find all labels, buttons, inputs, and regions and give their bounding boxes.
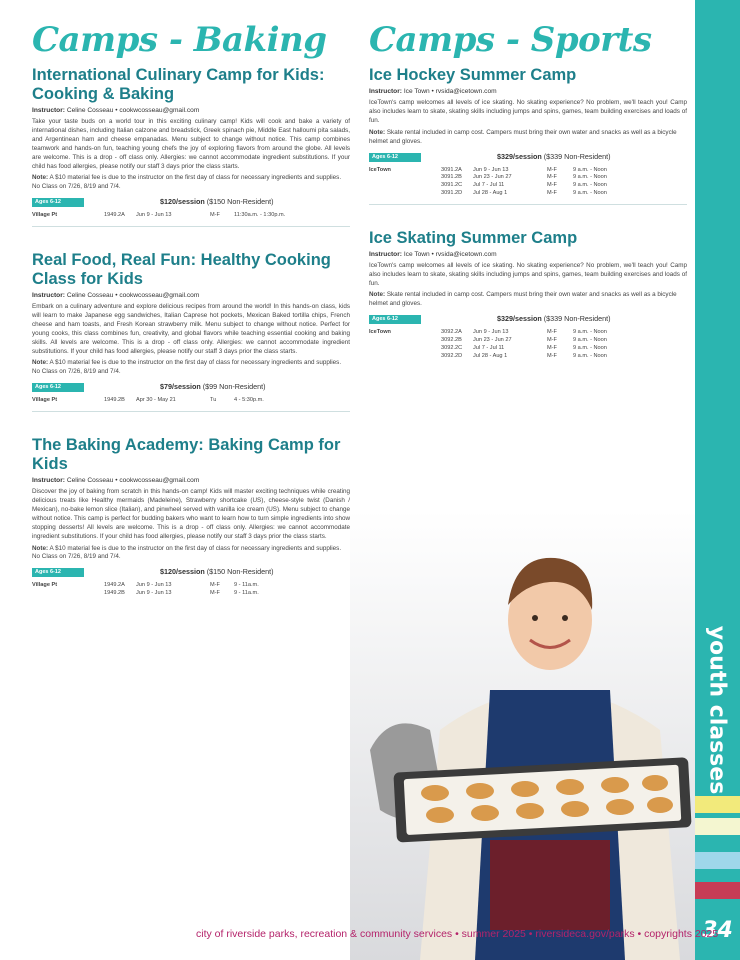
schedule-days: M-F xyxy=(547,352,557,359)
instructor-label: Instructor: xyxy=(32,107,65,114)
schedule-location: Village Pt xyxy=(32,582,58,589)
schedule-days: M-F xyxy=(210,212,220,219)
instructor-label: Instructor: xyxy=(369,250,402,258)
schedule-code: 3092.2A xyxy=(441,329,462,336)
schedule-code: 3091.2D xyxy=(441,189,463,196)
sidebar xyxy=(695,0,740,960)
schedule-location: Village Pt xyxy=(32,212,58,219)
price-resident: $79/session xyxy=(160,382,201,392)
sidebar-stripe xyxy=(695,882,740,899)
price xyxy=(497,314,611,323)
schedule-code: 1949.2B xyxy=(104,397,125,404)
sports-column xyxy=(369,20,687,360)
instructor-line xyxy=(32,292,350,299)
camp-ice-hockey xyxy=(369,66,687,205)
price xyxy=(160,382,266,391)
schedule xyxy=(32,582,350,598)
schedule-row xyxy=(369,337,687,345)
schedule-code: 1949.2A xyxy=(104,212,125,219)
price-nonresident: ($150 Non-Resident) xyxy=(206,567,274,577)
instructor-value: Ice Town • rvsida@icetown.com xyxy=(403,88,497,95)
camp-description: Discover the joy of baking from scratch in this hands-on camp! Kids will master exciting techniques while creating delicious treats like Healthy mermaids (Madeleine), Strawberry shortcake (US), cheese-style twist (Danish / Mexican), no-bake lemon slice (Italian), and pinwheel served with vanilla ice cream (US). Menu subject to change without notice. This camp is perfect for budding bakers who want to learn how to turn simple ingredients into show stopping desserts! All levels are welcome. This is a drop - off class only. Allergies: we cannot accommodate ingredient substitutions. If your child has food allergies, please notify our staff 3 days prior the class starts. xyxy=(32,488,350,540)
schedule-row xyxy=(369,345,687,353)
schedule-dates: Jun 9 - Jun 13 xyxy=(473,329,509,336)
schedule-code: 1949.2B xyxy=(104,590,125,597)
instructor-value: Ice Town • rvsida@icetown.com xyxy=(403,250,497,258)
schedule-time: 9 a.m. - Noon xyxy=(573,337,607,344)
camp-ice-skating xyxy=(369,229,687,361)
price-resident: $120/session xyxy=(160,567,205,577)
schedule-time: 9 a.m. - Noon xyxy=(573,344,607,351)
schedule-code: 3092.2C xyxy=(441,344,463,351)
note-label: Note: xyxy=(32,174,49,182)
schedule-dates: Jul 7 - Jul 11 xyxy=(473,182,505,189)
instructor-value: Celine Cosseau • cookwcosseau@gmail.com xyxy=(66,477,200,485)
schedule-days: Tu xyxy=(210,397,217,404)
price-row xyxy=(369,313,687,327)
note-label: Note: xyxy=(32,544,49,552)
note-label: Note: xyxy=(369,128,386,136)
schedule-row xyxy=(369,353,687,361)
camp-description: Take your taste buds on a world tour in this exciting culinary camp! Kids will cook and bake a variety of international dishes, including Italian calzone and breadstick, Greek spinach pie, Middle East halloumi pita salads, and Argentinean ham and cheese empanadas. Menu subject to change without notice. This camp combines teamwork and hands-on fun, teaching young chefs the joy of exploring flavors from around the globe. All levels are welcome. This is a drop - off class only. Allergies: we cannot accommodate ingredient substitutions. If your child has food allergies, please notify our staff 3 days prior the class starts. xyxy=(32,118,350,170)
camp-baking-academy xyxy=(32,436,350,598)
boy-baking-photo xyxy=(350,510,695,960)
age-badge: Ages 6-12 xyxy=(32,198,84,207)
schedule-days: M-F xyxy=(210,590,220,597)
page-number: 34 xyxy=(702,918,733,943)
instructor-label: Instructor: xyxy=(369,88,402,95)
schedule-location: IceTown xyxy=(369,329,391,336)
schedule-days: M-F xyxy=(547,329,557,336)
schedule-dates: Jul 28 - Aug 1 xyxy=(473,352,508,359)
schedule-row xyxy=(32,212,350,220)
schedule-code: 3092.2D xyxy=(441,352,463,359)
camp-title: The Baking Academy: Baking Camp for Kids xyxy=(32,436,341,474)
note-text: Skate rental included in camp cost. Campers must bring their own water and snacks as well as a bicycle helmet and gloves. xyxy=(369,291,677,308)
sidebar-stripe xyxy=(695,796,740,813)
schedule-time: 4 - 5:30p.m. xyxy=(234,397,264,404)
schedule-code: 3091.2C xyxy=(441,182,463,189)
left-eye xyxy=(532,615,538,621)
instructor-line xyxy=(32,107,350,114)
apron-pocket xyxy=(490,840,610,930)
schedule-row xyxy=(32,590,350,598)
schedule-dates: Jun 9 - Jun 13 xyxy=(473,166,509,173)
schedule-time: 9 a.m. - Noon xyxy=(573,189,607,196)
schedule-days: M-F xyxy=(210,582,220,589)
schedule-row xyxy=(369,174,687,182)
schedule-dates: Jul 7 - Jul 11 xyxy=(473,344,505,351)
camp-title: International Culinary Camp for Kids: Cooking & Baking xyxy=(32,66,325,103)
sidebar-label xyxy=(695,610,740,810)
schedule-row xyxy=(369,190,687,198)
price-row xyxy=(32,566,350,580)
camp-note xyxy=(32,174,350,192)
schedule-time: 9 a.m. - Noon xyxy=(573,352,607,359)
schedule-time: 9 a.m. - Noon xyxy=(573,174,607,181)
age-badge: Ages 6-12 xyxy=(32,568,84,577)
camp-description: Embark on a culinary adventure and explore delicious recipes from around the world! In this hands-on class, kids will learn to make Japanese egg sandwiches, Italian Caprese hot pockets, Mexican Baked tortilla chips, French cheese and ham toasts, and Fresh Korean strawberry milk. Menu subject to change without notice. Perfect for young cooks, this class combines fun, creativity, and global flavors while teaching essential cooking and baking skills. All levels are welcome. This is a drop - off class only. Allergies: we cannot accommodate ingredient substitutions. If your child has food allergies, please notify our staff 3 days prior the class starts. xyxy=(32,303,350,355)
instructor-line xyxy=(369,251,687,258)
sidebar-stripe xyxy=(695,818,740,835)
age-badge: Ages 6-12 xyxy=(32,383,84,392)
instructor-value: Celine Cosseau • cookwcosseau@gmail.com xyxy=(66,107,200,114)
camp-culinary xyxy=(32,66,350,227)
camp-note xyxy=(369,129,687,147)
age-badge: Ages 6-12 xyxy=(369,153,421,162)
sidebar-stripe xyxy=(695,852,740,869)
camp-note xyxy=(32,359,350,377)
note-label: Note: xyxy=(369,291,386,299)
schedule-code: 1949.2A xyxy=(104,582,125,589)
schedule-time: 11:30a.m. - 1:30p.m. xyxy=(234,212,286,219)
schedule xyxy=(369,167,687,198)
price xyxy=(160,567,274,576)
schedule-dates: Jul 28 - Aug 1 xyxy=(473,189,508,196)
camp-title: Ice Skating Summer Camp xyxy=(369,228,578,247)
price-nonresident: ($339 Non-Resident) xyxy=(543,314,611,324)
instructor-value: Celine Cosseau • cookwcosseau@gmail.com xyxy=(66,292,200,300)
camp-note xyxy=(32,545,350,563)
schedule-code: 3091.2B xyxy=(441,174,462,181)
note-label: Note: xyxy=(32,359,49,367)
schedule-time: 9 a.m. - Noon xyxy=(573,166,607,173)
schedule-time: 9 - 11a.m. xyxy=(234,582,259,589)
price-row xyxy=(369,151,687,165)
price-row xyxy=(32,381,350,395)
schedule-days: M-F xyxy=(547,182,557,189)
schedule-time: 9 - 11a.m. xyxy=(234,590,259,597)
schedule-location: Village Pt xyxy=(32,397,58,404)
schedule-days: M-F xyxy=(547,166,557,173)
note-text: A $10 material fee is due to the instructor on the first day of class for necessary ingredients and supplies. No Class on 7/26, 8/19 and 7/4. xyxy=(32,174,342,191)
price-resident: $329/session xyxy=(497,314,542,324)
schedule xyxy=(32,397,350,405)
price-resident: $120/session xyxy=(160,197,205,207)
schedule-dates: Jun 23 - Jun 27 xyxy=(473,337,512,344)
note-text: Skate rental included in camp cost. Campers must bring their own water and snacks as well as a bicycle helmet and gloves. xyxy=(369,128,677,145)
baking-column xyxy=(32,20,350,598)
price-nonresident: ($150 Non-Resident) xyxy=(206,197,274,207)
instructor-label: Instructor: xyxy=(32,477,65,485)
schedule-row xyxy=(369,167,687,175)
camp-title: Real Food, Real Fun: Healthy Cooking Class for Kids xyxy=(32,251,331,289)
schedule-days: M-F xyxy=(547,344,557,351)
price xyxy=(160,197,274,206)
price-resident: $329/session xyxy=(497,151,542,161)
price xyxy=(497,152,611,161)
age-badge: Ages 6-12 xyxy=(369,315,421,324)
schedule-row xyxy=(369,329,687,337)
section-heading-sports: Camps - Sports xyxy=(369,20,652,60)
sidebar-label-text: youth classes xyxy=(704,625,730,795)
schedule-time: 9 a.m. - Noon xyxy=(573,329,607,336)
camp-title: Ice Hockey Summer Camp xyxy=(369,66,577,84)
schedule-row xyxy=(32,582,350,590)
schedule-days: M-F xyxy=(547,174,557,181)
section-heading-baking: Camps - Baking xyxy=(32,20,327,60)
camp-healthy-cooking xyxy=(32,251,350,412)
schedule-dates: Jun 9 - Jun 13 xyxy=(136,212,172,219)
camp-description: IceTown's camp welcomes all levels of ice skating. No skating experience? No problem, we'll teach you! Camp also includes learn to skate, skating skills including jumps and spins, games, team building exercises and loads of fun. xyxy=(369,99,687,124)
instructor-line xyxy=(369,88,687,95)
instructor-line xyxy=(32,477,350,484)
camp-note xyxy=(369,291,687,309)
schedule-dates: Jun 9 - Jun 13 xyxy=(136,590,172,597)
schedule xyxy=(32,212,350,220)
schedule-row xyxy=(369,182,687,190)
schedule-dates: Apr 30 - May 21 xyxy=(136,397,176,404)
instructor-label: Instructor: xyxy=(32,292,65,300)
schedule-days: M-F xyxy=(547,189,557,196)
schedule-location: IceTown xyxy=(369,166,391,173)
camp-description: IceTown's camp welcomes all levels of ice skating. No skating experience? No problem, we'll teach you! Camp also includes learn to skate, skating skills including jumps and spins, games, team building exercises and loads of fun. xyxy=(369,261,687,287)
note-text: A $10 material fee is due to the instructor on the first day of class for necessary ingredients and supplies. No Class on 7/26, 8/19 and 7/4. xyxy=(32,544,342,561)
right-eye xyxy=(562,615,568,621)
schedule-code: 3092.2B xyxy=(441,337,462,344)
schedule-code: 3091.2A xyxy=(441,166,462,173)
schedule-row xyxy=(32,397,350,405)
schedule-dates: Jun 9 - Jun 13 xyxy=(136,582,172,589)
schedule-time: 9 a.m. - Noon xyxy=(573,182,607,189)
footer: city of riverside parks, recreation & community services • summer 2025 • riversideca.gov/parks • copyrights 2025 xyxy=(196,928,719,940)
schedule xyxy=(369,329,687,360)
price-nonresident: ($99 Non-Resident) xyxy=(202,382,266,392)
schedule-days: M-F xyxy=(547,337,557,344)
schedule-dates: Jun 23 - Jun 27 xyxy=(473,174,512,181)
note-text: A $10 material fee is due to the instructor on the first day of class for necessary ingredients and supplies. No Class on 7/26, 8/19 and 7/4. xyxy=(32,359,342,376)
price-row xyxy=(32,196,350,210)
price-nonresident: ($339 Non-Resident) xyxy=(543,151,611,161)
